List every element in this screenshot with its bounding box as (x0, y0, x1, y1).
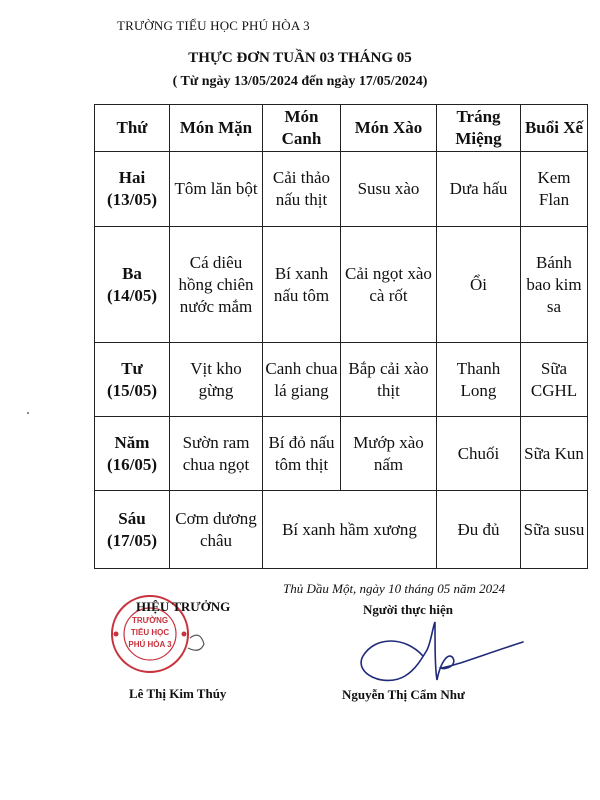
place-date-line: Thủ Dầu Một, ngày 10 tháng 05 năm 2024 (283, 581, 506, 596)
menu-title: THỰC ĐƠN TUẦN 03 THÁNG 05 (188, 50, 412, 66)
day-name: Ba (122, 263, 142, 283)
mon-xao-cell: Cải ngọt xào cà rốt (341, 227, 437, 343)
svg-text:PHÚ HÒA 3: PHÚ HÒA 3 (128, 640, 172, 649)
preparer-name: Nguyễn Thị Cẩm Như (342, 687, 465, 702)
buoi-xe-cell: Bánh bao kim sa (521, 227, 588, 343)
trang-mieng-cell: Thanh Long (437, 343, 521, 417)
mon-canh-xao-merged-cell: Bí xanh hầm xương (263, 491, 437, 569)
table-row (95, 343, 588, 417)
table-row (95, 227, 588, 343)
buoi-xe-cell: Kem Flan (521, 152, 588, 227)
buoi-xe-cell: Sữa Kun (521, 417, 588, 491)
table-row (95, 152, 588, 227)
trang-mieng-cell: Ổi (437, 227, 521, 343)
header-mon-canh: Món Canh (263, 105, 341, 152)
handwritten-signature (345, 616, 525, 694)
buoi-xe-cell: Sữa CGHL (521, 343, 588, 417)
scan-speck (27, 412, 29, 414)
day-cell (95, 152, 170, 227)
day-cell (95, 491, 170, 569)
buoi-xe-cell: Sữa susu (521, 491, 588, 569)
header-mon-man: Món Mặn (170, 105, 263, 152)
mon-xao-cell: Susu xào (341, 152, 437, 227)
table-row (95, 491, 588, 569)
svg-text:TIỂU HỌC: TIỂU HỌC (130, 628, 170, 637)
day-cell (95, 417, 170, 491)
school-name: TRƯỜNG TIỂU HỌC PHÚ HÒA 3 (117, 18, 310, 33)
mon-xao-cell: Bắp cải xào thịt (341, 343, 437, 417)
day-date: (17/05) (106, 530, 158, 550)
header-thu: Thứ (95, 105, 170, 152)
day-date: (16/05) (106, 454, 158, 474)
principal-title: HIỆU TRƯỞNG (136, 599, 231, 614)
table-row (95, 417, 588, 491)
mon-man-cell: Cơm dương châu (170, 491, 263, 569)
mon-canh-cell: Canh chua lá giang (263, 343, 341, 417)
mon-canh-cell: Bí đỏ nấu tôm thịt (263, 417, 341, 491)
mon-canh-cell: Cải thảo nấu thịt (263, 152, 341, 227)
mon-canh-cell: Bí xanh nấu tôm (263, 227, 341, 343)
mon-man-cell: Tôm lăn bột (170, 152, 263, 227)
day-name: Năm (114, 432, 150, 452)
day-name: Sáu (118, 508, 146, 528)
day-date: (14/05) (106, 285, 158, 305)
mon-xao-cell: Mướp xào nấm (341, 417, 437, 491)
principal-name: Lê Thị Kim Thúy (129, 686, 227, 701)
day-cell (95, 343, 170, 417)
trang-mieng-cell: Dưa hấu (437, 152, 521, 227)
header-trang-mieng: Tráng Miệng (437, 105, 521, 152)
day-cell (95, 227, 170, 343)
svg-text:TRƯỜNG: TRƯỜNG (131, 616, 169, 625)
trang-mieng-cell: Đu đủ (437, 491, 521, 569)
day-date: (13/05) (106, 190, 158, 209)
day-name: Tư (121, 358, 143, 378)
table-header-row (95, 105, 588, 152)
mon-man-cell: Cá diêu hồng chiên nước mắm (170, 227, 263, 343)
menu-date-range: ( Từ ngày 13/05/2024 đến ngày 17/05/2024) (172, 74, 428, 89)
weekly-menu-table (94, 104, 588, 569)
preparer-title: Người thực hiện (363, 602, 453, 617)
header-mon-xao: Món Xào (341, 105, 437, 152)
day-date: (15/05) (106, 380, 158, 400)
trang-mieng-cell: Chuối (437, 417, 521, 491)
mon-man-cell: Sườn ram chua ngọt (170, 417, 263, 491)
mon-man-cell: Vịt kho gừng (170, 343, 263, 417)
header-buoi-xe: Buổi Xế (521, 105, 588, 152)
day-name: Hai (118, 168, 146, 187)
